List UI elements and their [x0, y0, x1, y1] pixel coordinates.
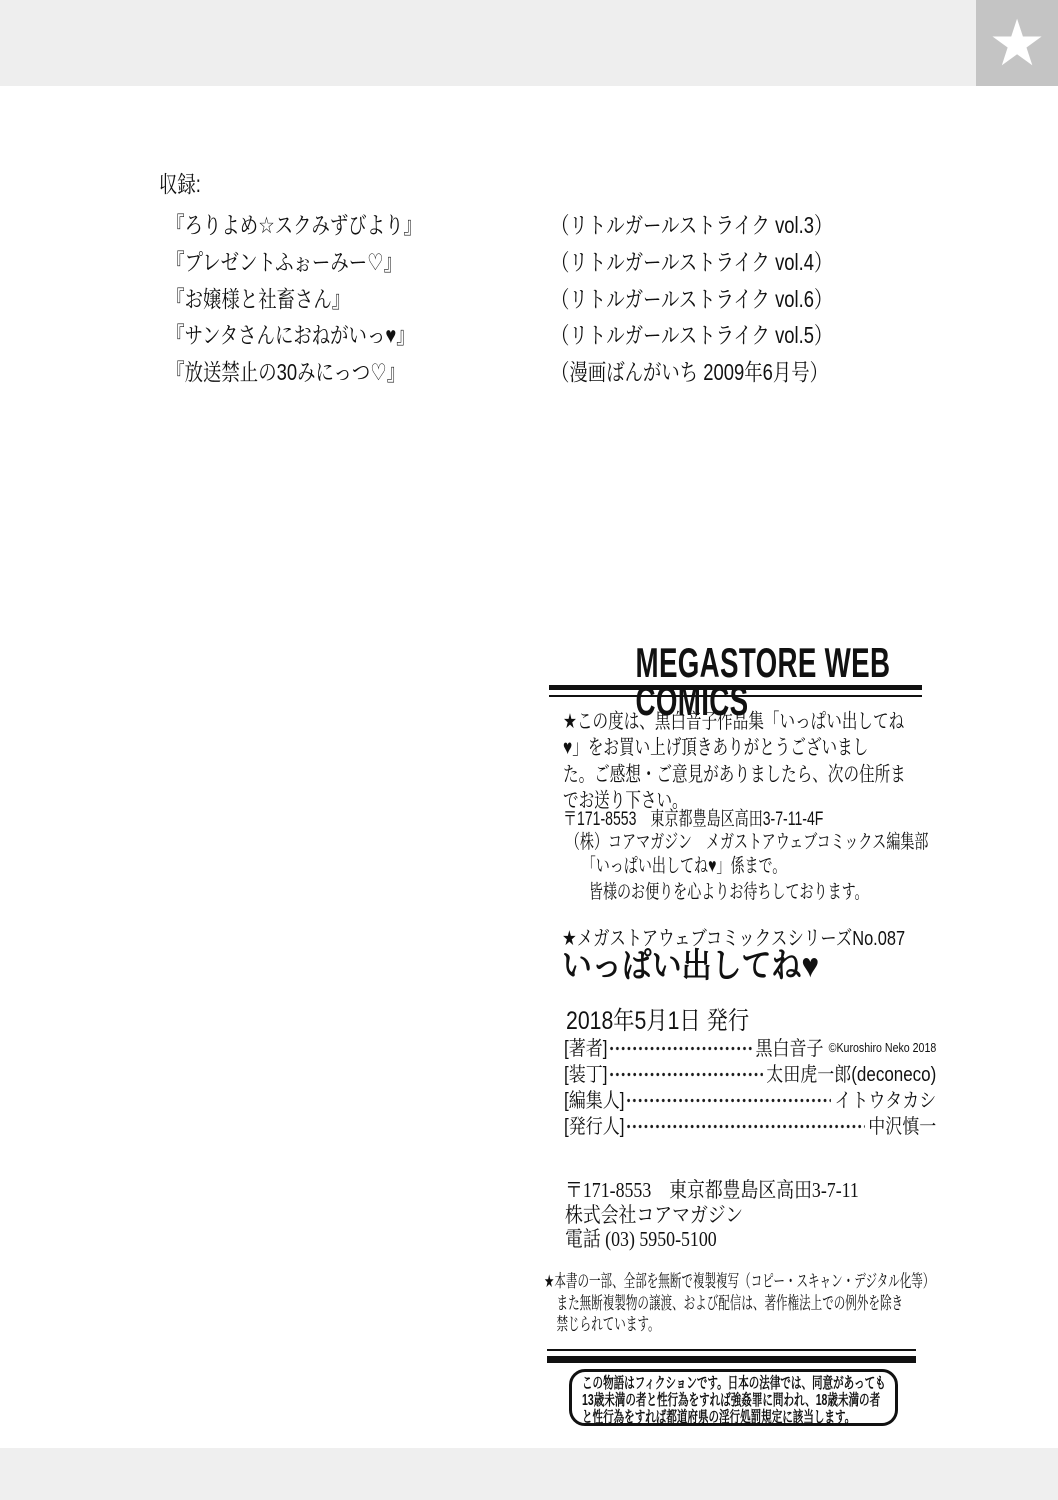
story-source: （リトルガールストライク vol.6） — [551, 285, 833, 312]
story-source: （漫画ばんがいち 2009年6月号） — [551, 359, 829, 386]
publisher-line: 株式会社コアマガジン — [565, 1202, 744, 1227]
contents-row — [159, 281, 863, 318]
credit-label: [編集人] — [564, 1089, 625, 1112]
story-source: （リトルガールストライク vol.5） — [551, 322, 833, 349]
mailing-address — [563, 808, 952, 905]
contents-list — [159, 170, 863, 391]
dot-leader — [626, 1123, 865, 1130]
book-title: いっぱい出してね♥ — [562, 947, 820, 985]
credit-label: [著者] — [564, 1037, 608, 1060]
publish-date: 2018年5月1日 発行 — [566, 1007, 750, 1035]
fiction-disclaimer-text — [582, 1376, 888, 1427]
credit-row — [564, 1085, 936, 1111]
story-title: 『サンタさんにおねがいっ♥』 — [166, 322, 415, 349]
copyright-line: また無断複製物の譲渡、および配信は、著作権法上での例外を除き — [556, 1292, 904, 1313]
story-source: （リトルガールストライク vol.3） — [551, 212, 833, 238]
end-rule — [547, 1349, 916, 1363]
credit-name: イトウタカシ — [834, 1089, 937, 1112]
credit-label: [発行人] — [564, 1115, 625, 1138]
dot-leader — [626, 1097, 831, 1104]
copyright-line: 禁じられています。 — [556, 1314, 660, 1334]
brand-logo: MEGASTORE WEB COMICS — [635, 639, 891, 724]
corner-star-tile — [976, 0, 1058, 86]
credits-list — [564, 1033, 936, 1137]
address-note: 皆様のお便りを心よりお待ちしております。 — [588, 881, 869, 904]
address-line: （株）コアマガジン メガストアウェブコミックス編集部 — [565, 831, 929, 854]
fiction-disclaimer-box — [569, 1369, 898, 1426]
contents-heading: 収録: — [159, 171, 201, 197]
brand-rule — [549, 685, 922, 697]
story-source: （リトルガールストライク vol.4） — [551, 248, 833, 275]
series-number: ★メガストアウェブコミックスシリーズNo.087 — [562, 927, 906, 950]
address-line: 「いっぱい出してね♥」係まで。 — [581, 854, 787, 877]
star-icon: ★ — [988, 7, 1046, 79]
publisher-line: 〒171-8553 東京都豊島区高田3-7-11 — [565, 1178, 859, 1202]
contents-row — [159, 354, 863, 391]
disclaimer-line: 13歳未満の者と性行為をすれば強姦罪に問われ、18歳未満の者 — [582, 1391, 881, 1409]
page-bottom-margin — [0, 1448, 1058, 1500]
copyright-warning — [544, 1271, 953, 1336]
credit-row — [564, 1059, 936, 1085]
thanks-line: ★この度は、黒白音子作品集「いっぱい出してね — [563, 710, 905, 733]
credit-name: 黒白音子 — [755, 1037, 824, 1060]
story-title: 『放送禁止の30みにっつ♡』 — [166, 359, 406, 386]
dot-leader — [609, 1045, 752, 1052]
story-title: 『ろりよめ☆スクみずびより』 — [166, 212, 422, 238]
thanks-line: でお送り下さい。 — [563, 788, 688, 812]
page-top-margin — [0, 0, 1058, 86]
thanks-line: ♥」をお買い上げ頂きありがとうございまし — [563, 736, 869, 760]
contents-row — [159, 207, 863, 244]
address-line: 〒171-8553 東京都豊島区高田3-7-11-4F — [563, 808, 824, 830]
thanks-paragraph — [563, 709, 920, 814]
disclaimer-line: この物語はフィクションです。日本の法律では、同意があっても — [582, 1375, 886, 1392]
contents-row — [159, 317, 863, 354]
copyright-note: ©Kuroshiro Neko 2018 — [828, 1041, 937, 1055]
publisher-address — [565, 1178, 922, 1252]
dot-leader — [609, 1071, 763, 1078]
credit-name: 太田虎一郎(deconeco) — [766, 1063, 937, 1086]
thanks-line: た。ご感想・ご意見がありましたら、次の住所ま — [563, 762, 906, 786]
credit-row — [564, 1033, 936, 1059]
story-title: 『お嬢様と社畜さん』 — [166, 285, 351, 312]
credit-label: [装丁] — [564, 1063, 608, 1086]
credit-row — [564, 1111, 936, 1137]
copyright-line: ★本書の一部、全部を無断で複製複写（コピー・スキャン・デジタル化等） — [544, 1271, 935, 1291]
story-title: 『プレゼントふぉーみー♡』 — [166, 248, 403, 275]
publisher-line: 電話 (03) 5950-5100 — [565, 1227, 717, 1252]
credit-name: 中沢慎一 — [868, 1115, 937, 1138]
disclaimer-line: と性行為をすれば都道府県の淫行処罰規定に該当します。 — [582, 1408, 856, 1426]
contents-row — [159, 244, 863, 281]
